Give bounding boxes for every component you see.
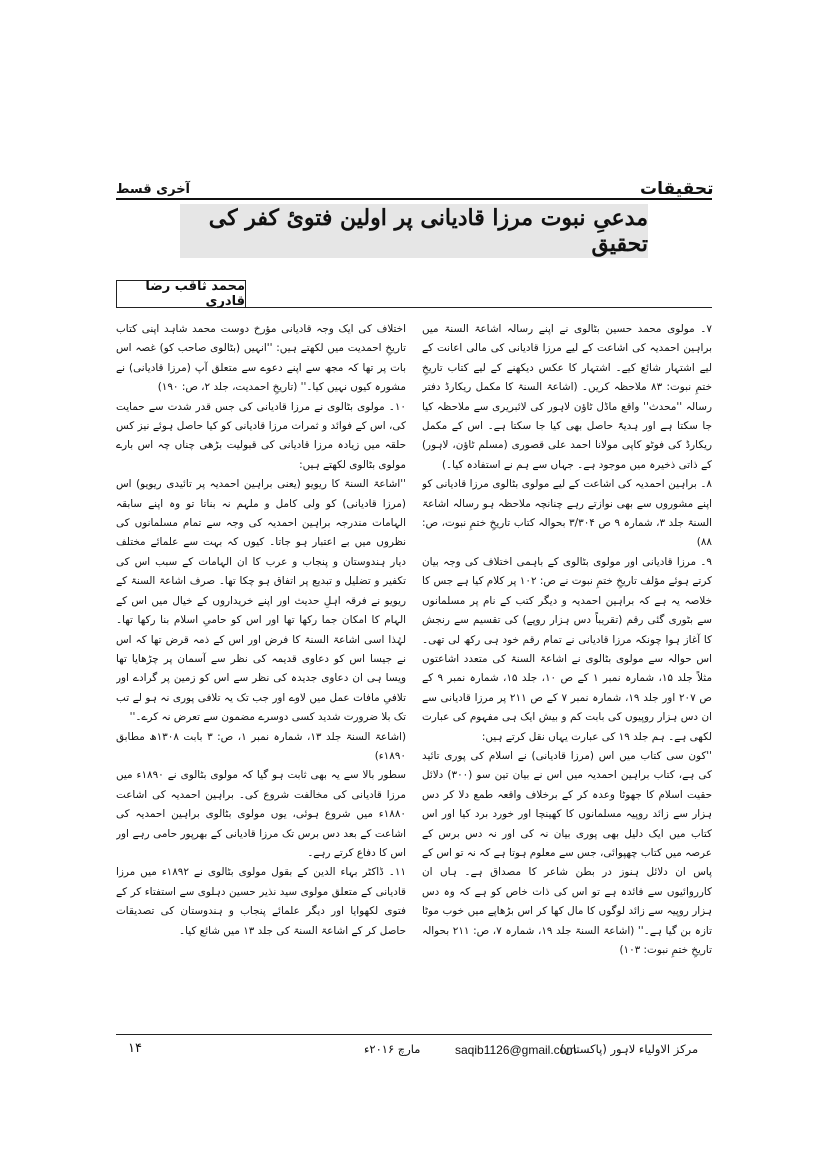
header-divider (116, 198, 712, 200)
author-divider (244, 307, 712, 308)
footer-divider (116, 1034, 712, 1035)
paragraph: ۱۱۔ ڈاکٹر بہاء الدین کے بقول مولوی بٹالوی نے ۱۸۹۲ء میں مرزا قادیانی کے متعلق مولوی سید نذیر حسین دہلوی سے استفتاء کر کے فتوی لکھوایا اور دیگر علمائے پنجاب و ہندوستان کی تصدیقات حاصل کر کے اشاعۃ السنۃ کی جلد ۱۳ میں شائع کیا۔ (116, 866, 406, 937)
paragraph: سطور بالا سے یہ بھی ثابت ہو گیا کہ مولوی بٹالوی نے ۱۸۹۰ء میں مرزا قادیانی کی مخالفت شروع کی۔ براہین احمدیہ کی اشاعت ۱۸۸۰ء میں شروع ہوئی، یوں مولوی بٹالوی براہین احمدیہ کی اشاعت کے بعد دس برس تک مرزا قادیانی کے بھرپور حامی رہے اور اس کا دفاع کرتے رہے۔ (116, 769, 406, 859)
paragraph: ۸۔ براہین احمدیہ کی اشاعت کے لیے مولوی بٹالوی مرزا قادیانی کو اپنے مشوروں سے بھی نوازتے رہے چنانچہ ملاحظہ ہو رسالہ اشاعۃ السنۃ جلد ۳، شمارہ ۹ ص ۳/۳۰۴ بحوالہ کتاب تاریخِ ختمِ نبوت، ص: ۸۸) (422, 478, 712, 549)
text-column-left (116, 320, 406, 1020)
paragraph: ۷۔ مولوی محمد حسین بٹالوی نے اپنے رسالہ اشاعۃ السنۃ میں براہین احمدیہ کی اشاعت کے لیے مرزا قادیانی کی مالی اعانت کے لیے اشتہار شائع کیے۔ اشتہار کا عکس دیکھنے کے لیے کتاب تاریخِ ختمِ نبوت: ۸۳ ملاحظہ کریں۔ (اشاعۃ السنۃ کا مکمل ریکارڈ دفتر رسالہ ''محدث'' واقع ماڈل ٹاؤن لاہور کی لائبریری سے ملاحظہ کیا جا سکتا ہے اور ہدیۃً حاصل بھی کیا جا سکتا ہے۔ اس کے مکمل ریکارڈ کی فوٹو کاپی مولانا احمد علی قصوری (مسلم ٹاؤن، لاہور) کے ذاتی ذخیرہ میں موجود ہے۔ جہاں سے ہم نے استفادہ کیا۔) (422, 323, 712, 471)
citation: (اشاعۃ السنۃ جلد ۱۳، شمارہ نمبر ۱، ص: ۳ بابت ۱۳۰۸ھ مطابق ۱۸۹۰ء) (116, 730, 406, 762)
paragraph: ۹۔ مرزا قادیانی اور مولوی بٹالوی کے باہمی اختلاف کی وجہ بیان کرتے ہوئے مؤلف تاریخِ ختمِ نبوت نے ص: ۱۰۲ پر کلام کیا ہے جس کا خلاصہ یہ ہے کہ براہین احمدیہ و دیگر کتب کے نام پر مسلمانوں سے بٹوری گئی رقم (تقریباً دس ہزار روپے) کی تقسیم سے رنجش کا آغاز ہوا چونکہ مرزا قادیانی نے تمام رقم خود ہی رکھ لی تھی۔ اس حوالہ سے مولوی بٹالوی نے اشاعۃ السنۃ کی متعدد اشاعتوں مثلاً جلد ۱۵، شمارہ نمبر ۱ کے ص ۱۰، جلد ۱۵، شمارہ نمبر ۹ کے ص ۲۰۷ اور جلد ۱۹، شمارہ نمبر ۷ کے ص ۲۱۱ پر مرزا قادیانی سے ان دس ہزار روپیوں کی بابت کم و بیش ایک ہی مفہوم کی عبارت لکھی ہے۔ ہم جلد ۱۹ کی عبارت یہاں نقل کرتے ہیں: (422, 555, 712, 743)
installment-label: آخری قسط (116, 182, 191, 197)
issue-date: مارچ ۲۰۱۶ء (364, 1042, 421, 1056)
quote-paragraph: ''اشاعۃ السنۃ کا ریویو (یعنی براہین احمدیہ پر تائیدی ریویو) اس (مرزا قادیانی) کو ولی کامل و ملہم نہ بناتا تو وہ اپنے سابقہ الہامات مندرجہ براہین احمدیہ کی وجہ سے تمام مسلمانوں کی نظروں میں بے اعتبار ہو جاتا۔ کیوں کہ بہت سے علمائے مختلف دیار ہندوستان و پنجاب و عرب کا ان الہامات کے سبب اس کی تکفیر و تضلیل و تبدیع پر اتفاق ہو چکا تھا۔ صرف اشاعۃ السنۃ کے ریویو نے فرقہ اہلِ حدیث اور اپنے خریداروں کے خیال میں اس کے الہام کا امکان جما رکھا تھا اور اس کو حامیِ اسلام بنا رکھا تھا۔ لہٰذا اسی اشاعۃ السنۃ کا فرض اور اس کے ذمہ قرض تھا کہ اس نے جیسا اس کو دعاوی قدیمہ کی نظر سے آسمان پر چڑھایا تھا ویسا ہی ان دعاوی جدیدہ کی نظر سے اس کو زمین پر گرادے اور تلافیِ مافات عمل میں لاوے اور جب تک یہ تلافی پوری نہ ہو لے تب تک بلا ضرورت شدید کسی دوسرے مضمون سے تعرض نہ کرے۔'' (116, 478, 406, 724)
page-number: ۱۴ (128, 1041, 142, 1056)
paragraph: ۱۰۔ مولوی بٹالوی نے مرزا قادیانی کی جس قدر شدت سے حمایت کی، اس کے فوائد و ثمرات مرزا قادیانی کو کیا حاصل ہوئے نیز کس حلقہ میں زیادہ مرزا قادیانی کی قبولیت بڑھی چناں چہ اس بارے مولوی بٹالوی لکھتے ہیں: (116, 400, 406, 471)
text-column-right (422, 320, 712, 1020)
section-label: تحقیقات (640, 179, 714, 199)
quote-paragraph: ''کون سی کتاب میں اس (مرزا قادیانی) نے اسلام کی پوری تائید کی ہے، کتاب براہین احمدیہ میں اس نے بیان تین سو (۳۰۰) دلائل حقیت اسلام کا جھوٹا وعدہ کر کے برخلاف واقعہ طمع دلا کر دس ہزار سے زائد روپیہ مسلمانوں کا کھینچا اور خورد برد کیا اور اس کتاب میں ایک دلیل بھی پوری بیان نہ کی اور نہ دس برس کے عرصہ میں کتاب چھپوائی، جس سے معلوم ہوتا ہے کہ نہ تو اس کے پاس ان دلائل ہنوز در بطن شاعر کا مصداق ہے۔ ہاں ان کارروائیوں سے فائدہ ہے تو اس کی ذات خاص کو ہے کہ وہ دس ہزار روپیہ سے زائد لوگوں کا مال کھا کر اس بڑھاپے میں خوب موٹا تازہ بن گیا ہے۔'' (اشاعۃ السنۃ جلد ۱۹، شمارہ ۷، ص: ۲۱۱ بحوالہ تاریخِ ختمِ نبوت: ۱۰۳) (422, 749, 712, 956)
author-name: محمد ثاقب رضا قادری (116, 280, 246, 308)
journal-name: مرکز الاولیاء لاہور (پاکستان) (560, 1042, 699, 1056)
contact-email[interactable]: saqib1126@gmail.com (455, 1043, 577, 1057)
article-title: مدعیِ نبوت مرزا قادیانی پر اولین فتویٔ کفر کی تحقیق (180, 204, 648, 258)
paragraph: اختلاف کی ایک وجہ قادیانی مؤرخ دوست محمد شاہد اپنی کتاب تاریخِ احمدیت میں لکھتے ہیں: ''انہیں (بٹالوی صاحب کو) غصہ اس بات پر تھا کہ مجھ سے اپنے دعوے سے متعلق آپ (مرزا قادیانی) نے مشورہ کیوں نہیں کیا۔'' (تاریخِ احمدیت، جلد ۲، ص: ۱۹۰) (116, 323, 406, 394)
